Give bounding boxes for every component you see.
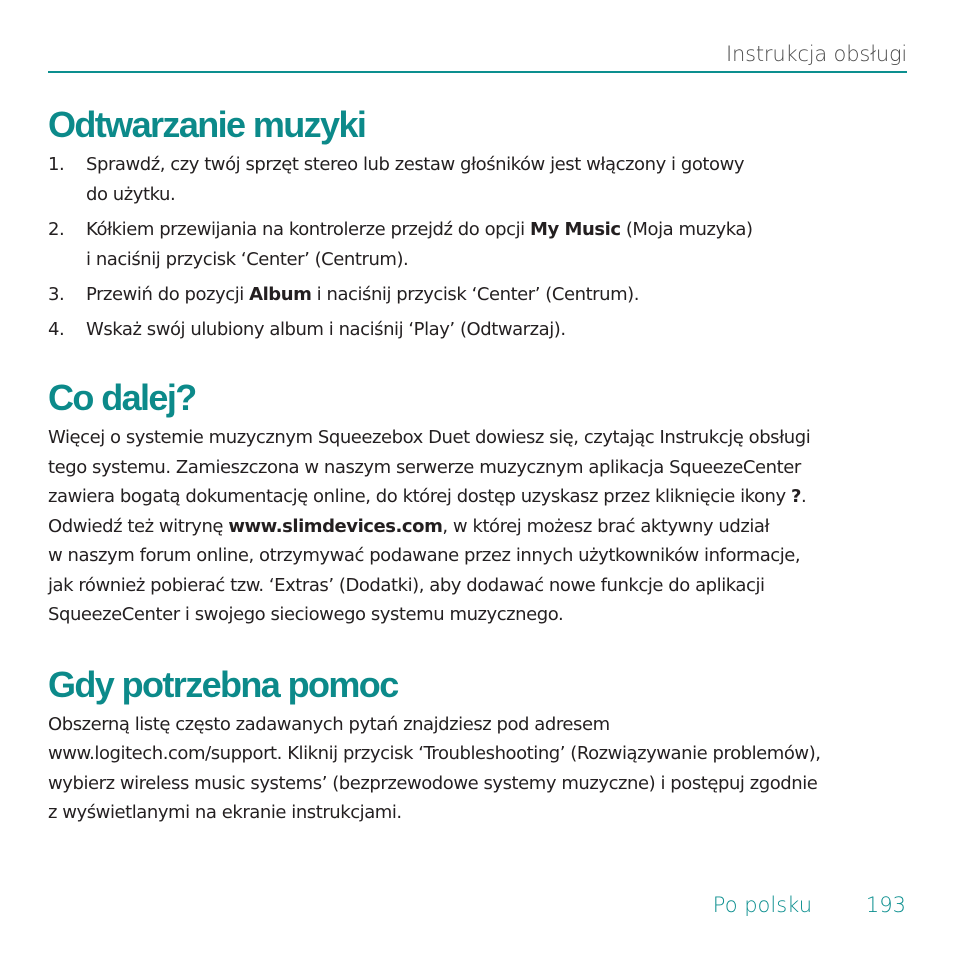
step-number: 1. bbox=[48, 154, 65, 175]
text-line: Więcej o systemie muzycznym Squeezebox Duet dowiesz się, czytając Instrukcję obsługi bbox=[48, 427, 811, 448]
paragraph-whats-next bbox=[48, 423, 908, 630]
text-line: Obszerną listę często zadawanych pytań znajdziesz pod adresem bbox=[48, 713, 610, 735]
step-text: Wskaż swój ulubiony album i naciśnij ‘Play’ (Odtwarzaj). bbox=[86, 319, 566, 340]
text-line: z wyświetlanymi na ekranie instrukcjami. bbox=[48, 802, 402, 823]
menu-option-album: Album bbox=[249, 284, 312, 305]
list-item bbox=[48, 150, 908, 210]
heading-getting-help: Gdy potrzebna pomoc bbox=[48, 663, 398, 705]
paragraph-getting-help bbox=[48, 710, 908, 828]
list-item bbox=[48, 280, 908, 310]
text-line: Odwiedź też witrynę bbox=[48, 515, 229, 537]
running-header: Instrukcja obsługi bbox=[726, 42, 907, 66]
step-text: (Moja muzyka) bbox=[620, 219, 753, 240]
text-line: www.logitech.com/support. Kliknij przycisk ‘Troubleshooting’ (Rozwiązywanie problemów), bbox=[48, 743, 821, 764]
heading-whats-next: Co dalej? bbox=[48, 377, 196, 418]
page-content bbox=[48, 100, 908, 828]
website-link: www.slimdevices.com bbox=[228, 515, 443, 537]
step-text: Sprawdź, czy twój sprzęt stereo lub zestaw głośników jest włączony i gotowy bbox=[86, 154, 745, 175]
step-number: 3. bbox=[48, 284, 65, 305]
steps-list bbox=[48, 150, 908, 345]
step-text: Przewiń do pozycji bbox=[86, 284, 250, 305]
step-number: 2. bbox=[48, 219, 65, 240]
text-line: w naszym forum online, otrzymywać podawane przez innych użytkowników informacje, bbox=[48, 545, 801, 566]
text-line: , w której możesz brać aktywny udział bbox=[442, 515, 770, 537]
menu-option-my-music: My Music bbox=[529, 219, 621, 240]
step-text: i naciśnij przycisk ‘Center’ (Centrum). bbox=[311, 284, 640, 305]
footer-language: Po polsku bbox=[712, 893, 812, 917]
text-line: SqueezeCenter i swojego sieciowego systemu muzycznego. bbox=[48, 604, 564, 625]
text-line: wybierz wireless music systems’ (bezprzewodowe systemy muzyczne) i postępuj zgodnie bbox=[48, 772, 818, 794]
text-line: zawiera bogatą dokumentację online, do której dostęp uzyskasz przez kliknięcie ikony bbox=[48, 486, 791, 507]
heading-playing-music: Odtwarzanie muzyki bbox=[48, 104, 366, 145]
text-line: tego systemu. Zamieszczona w naszym serwerze muzycznym aplikacja SqueezeCenter bbox=[48, 456, 801, 478]
text-line: . bbox=[801, 486, 807, 507]
list-item bbox=[48, 315, 908, 345]
list-item bbox=[48, 215, 908, 275]
step-text: do użytku. bbox=[86, 184, 176, 205]
step-text: i naciśnij przycisk ‘Center’ (Centrum). bbox=[86, 249, 409, 270]
text-line: jak również pobierać tzw. ‘Extras’ (Dodatki), aby dodawać nowe funkcje do aplikacji bbox=[48, 574, 765, 596]
step-text: Kółkiem przewijania na kontrolerze przejdź do opcji bbox=[86, 219, 530, 240]
header-rule bbox=[48, 71, 907, 73]
help-icon-symbol: ? bbox=[791, 486, 801, 507]
page-number: 193 bbox=[865, 893, 906, 917]
step-number: 4. bbox=[48, 319, 65, 340]
